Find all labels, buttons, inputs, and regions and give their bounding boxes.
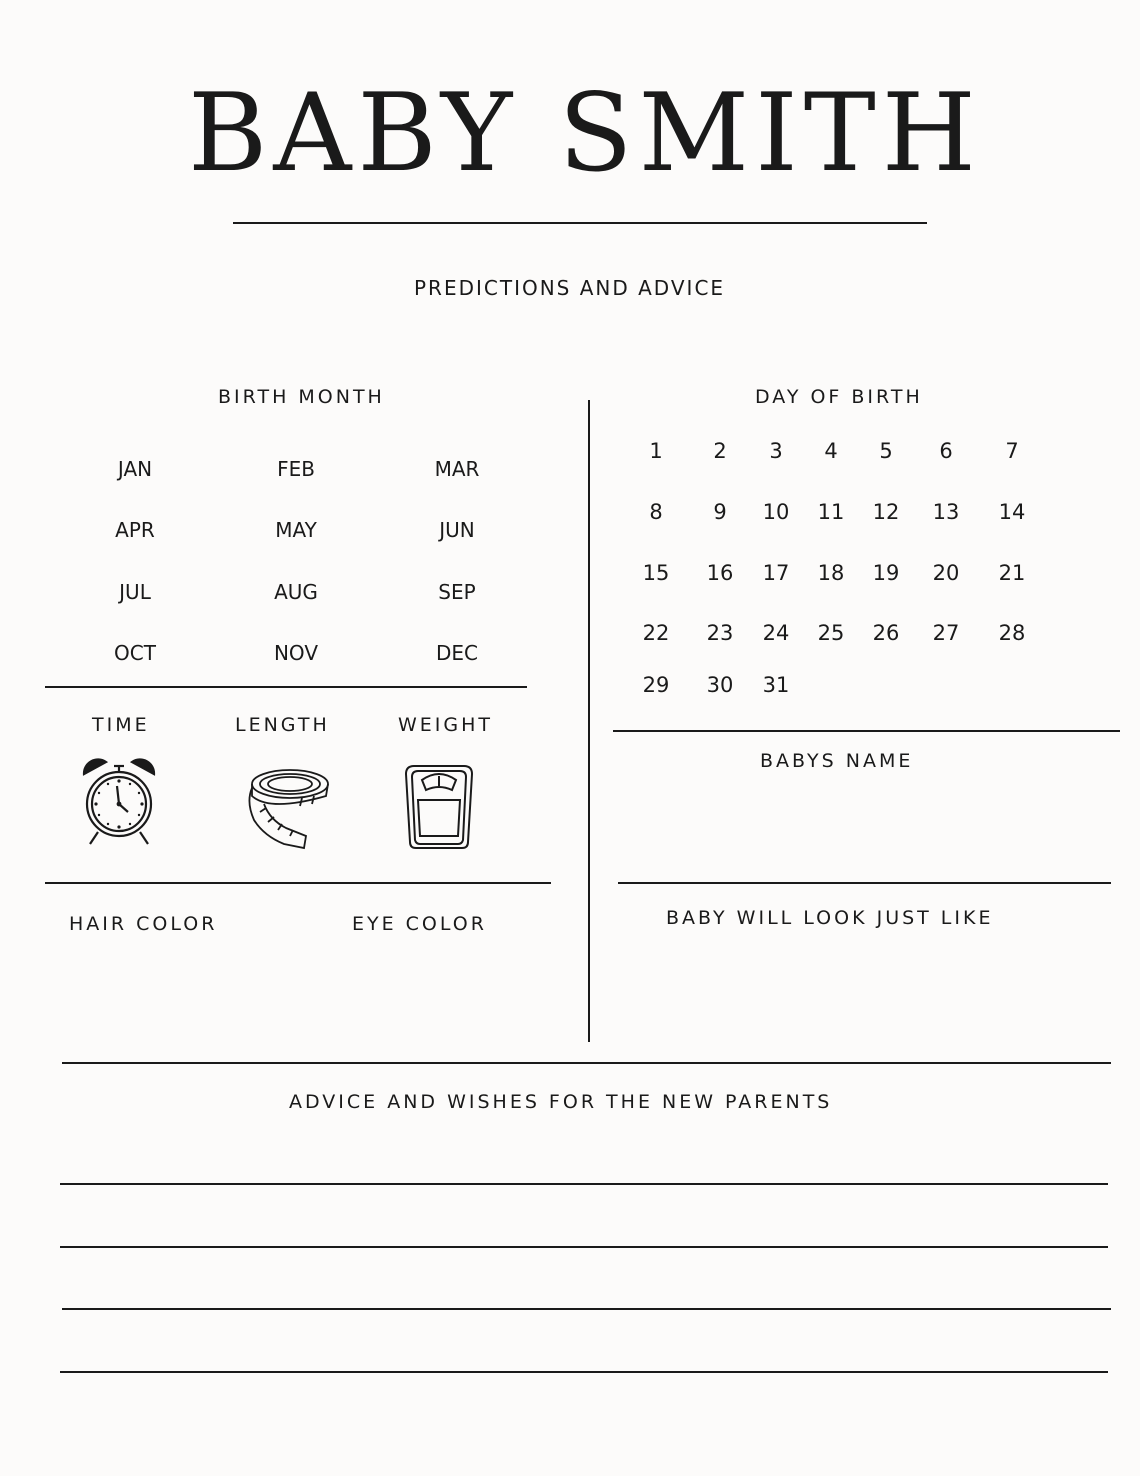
divider-advice [62,1062,1111,1064]
alarm-clock-icon [78,756,160,848]
divider-months [45,686,527,688]
divider-stats [45,882,551,884]
day-5: 5 [879,439,893,463]
day-6: 6 [939,439,953,463]
babys-name-line [618,882,1111,884]
scale-icon [402,762,476,852]
day-13: 13 [932,500,960,524]
page-title: BABY SMITH [188,71,982,196]
advice-line-2 [60,1246,1108,1248]
advice-line-1 [60,1183,1108,1185]
advice-line-4 [60,1371,1108,1373]
day-of-birth-label: DAY OF BIRTH [755,386,923,408]
month-may: MAY [275,518,317,542]
month-mar: MAR [434,457,480,481]
day-17: 17 [762,561,790,585]
divider-days [613,730,1120,732]
day-24: 24 [762,621,790,645]
center-divider [588,400,590,1042]
month-nov: NOV [273,641,319,665]
day-15: 15 [642,561,670,585]
day-4: 4 [824,439,838,463]
day-29: 29 [642,673,670,697]
day-25: 25 [817,621,845,645]
day-26: 26 [872,621,900,645]
day-12: 12 [872,500,900,524]
day-10: 10 [762,500,790,524]
birth-month-label: BIRTH MONTH [218,386,385,408]
month-jun: JUN [439,518,475,542]
subtitle: PREDICTIONS AND ADVICE [414,276,726,300]
day-28: 28 [998,621,1026,645]
day-30: 30 [706,673,734,697]
measuring-tape-icon [240,762,332,850]
length-label: LENGTH [235,714,330,736]
babys-name-label: BABYS NAME [760,750,914,772]
weight-label: WEIGHT [398,714,494,736]
month-oct: OCT [114,641,156,665]
day-18: 18 [817,561,845,585]
day-1: 1 [649,439,663,463]
day-8: 8 [649,500,663,524]
advice-label: ADVICE AND WISHES FOR THE NEW PARENTS [289,1091,833,1113]
day-11: 11 [817,500,845,524]
advice-line-3 [62,1308,1111,1310]
day-16: 16 [706,561,734,585]
day-22: 22 [642,621,670,645]
month-aug: AUG [274,580,318,604]
day-21: 21 [998,561,1026,585]
day-9: 9 [713,500,727,524]
month-feb: FEB [277,457,315,481]
look-like-label: BABY WILL LOOK JUST LIKE [666,907,994,929]
day-19: 19 [872,561,900,585]
day-2: 2 [713,439,727,463]
month-jul: JUL [119,580,151,604]
hair-color-label: HAIR COLOR [69,913,218,935]
time-label: TIME [92,714,150,736]
month-jan: JAN [117,457,153,481]
day-7: 7 [1005,439,1019,463]
day-3: 3 [769,439,783,463]
month-apr: APR [115,518,155,542]
day-27: 27 [932,621,960,645]
day-14: 14 [998,500,1026,524]
day-31: 31 [762,673,790,697]
day-23: 23 [706,621,734,645]
month-dec: DEC [435,641,478,665]
day-20: 20 [932,561,960,585]
month-sep: SEP [438,580,476,604]
title-underline [233,222,927,224]
eye-color-label: EYE COLOR [352,913,487,935]
